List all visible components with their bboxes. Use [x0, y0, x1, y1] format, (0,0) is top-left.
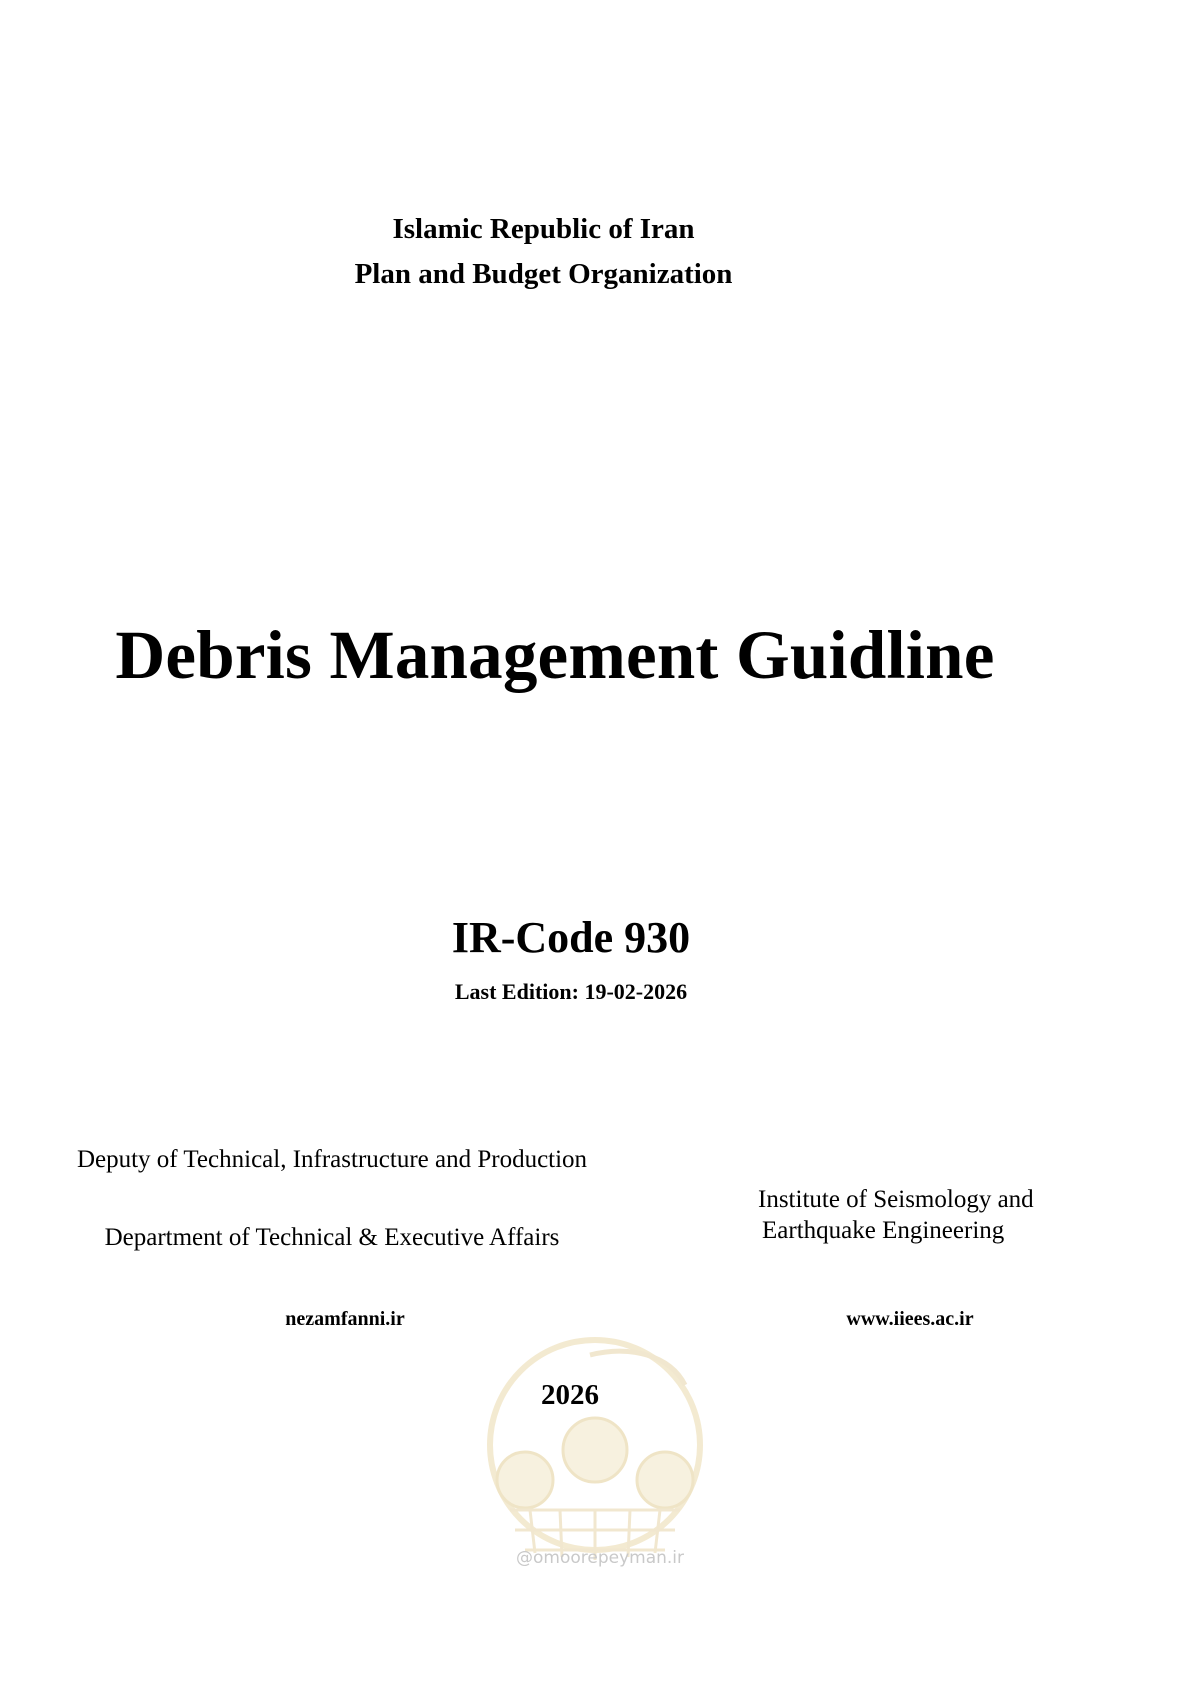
publication-year: 2026	[541, 1379, 599, 1411]
deputy-name: Deputy of Technical, Infrastructure and Production	[76, 1146, 588, 1173]
edition-date: Last Edition: 19-02-2026	[454, 979, 688, 1004]
watermark-text: @omoorepeyman.ir	[515, 1548, 685, 1568]
left-website: nezamfanni.ir	[285, 1308, 405, 1330]
department-name: Department of Technical & Executive Affairs	[104, 1224, 560, 1251]
institute-name-line2: Earthquake Engineering	[762, 1217, 1005, 1244]
document-code: IR-Code 930	[451, 913, 691, 962]
right-website: www.iiees.ac.ir	[846, 1308, 974, 1330]
watermark-seal-icon	[470, 1325, 720, 1615]
organization-name: Plan and Budget Organization	[354, 258, 733, 290]
institute-name-line1: Institute of Seismology and	[758, 1186, 1034, 1213]
country-name: Islamic Republic of Iran	[392, 213, 695, 245]
document-title: Debris Management Guidline	[115, 617, 995, 693]
